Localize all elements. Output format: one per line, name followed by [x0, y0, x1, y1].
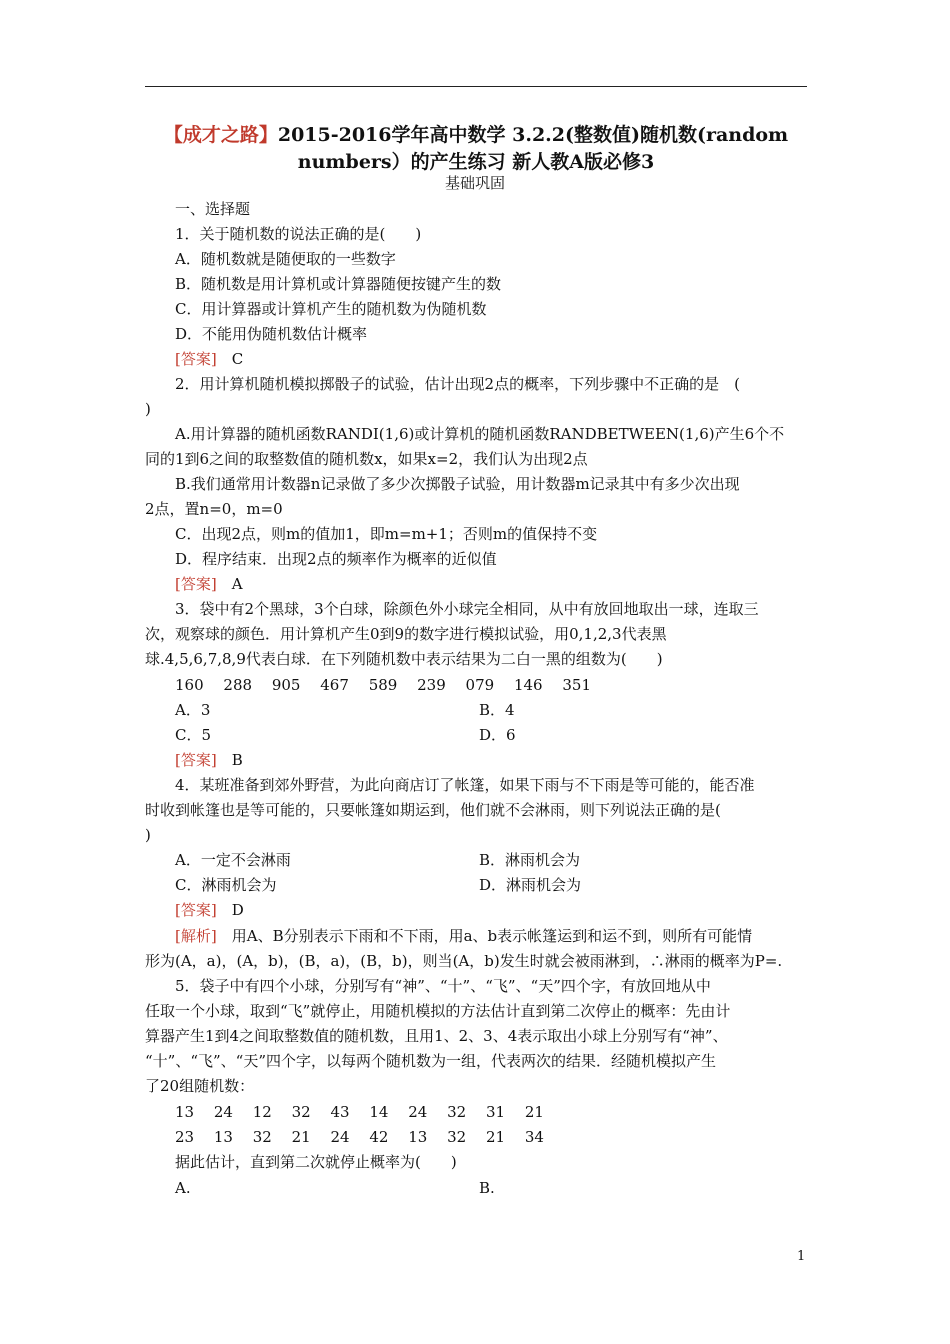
analysis-text: 用A、B分别表示下雨和不下雨，用a、b表示帐篷运到和运不到，则所有可能情: [231, 927, 753, 945]
random-number: 13: [175, 1103, 195, 1121]
q2-option-a-line1: A.用计算器的随机函数RANDI(1,6)或计算机的随机函数RANDBETWEEN(1,6)产生6个不: [175, 425, 785, 443]
q3-random-numbers: [175, 675, 591, 695]
answer-value: C: [231, 350, 244, 368]
q5-option-a: A.: [175, 1179, 191, 1197]
q3-option-d: D．6: [479, 726, 516, 744]
random-number: 13: [408, 1128, 428, 1146]
title-line1: 2015-2016学年高中数学 3.2.2(整数值)随机数(random: [277, 124, 789, 146]
q4-option-d: D．淋雨机会为: [479, 876, 582, 894]
q3-option-a: A．3: [175, 701, 211, 719]
random-number: 34: [524, 1128, 544, 1146]
q3-option-b: B．4: [479, 701, 515, 719]
random-number: 43: [330, 1103, 350, 1121]
q4-analysis-line1: [175, 926, 752, 946]
document-title: [140, 122, 812, 176]
random-number: 13: [213, 1128, 233, 1146]
random-number: 239: [417, 676, 446, 694]
q3-answer: [175, 750, 243, 770]
q5-option-b: B.: [479, 1179, 495, 1197]
random-number: 21: [486, 1128, 506, 1146]
q1-option-d: D．不能用伪随机数估计概率: [175, 325, 368, 343]
answer-value: A: [231, 575, 243, 593]
header-rule: [145, 86, 807, 87]
page-number: 1: [797, 1249, 806, 1264]
q5-stem-line1: 5．袋子中有四个小球，分别写有“神”、“十”、“飞”、“天”四个字，有放回地从中: [175, 977, 711, 995]
q2-option-c: C．出现2点，则m的值加1，即m=m+1；否则m的值保持不变: [175, 525, 598, 543]
q3-stem-line3: 球.4,5,6,7,8,9代表白球．在下列随机数中表示结果为二白一黑的组数为( ): [145, 650, 663, 668]
q5-stem-line3: 算器产生1到4之间取整数值的随机数，且用1、2、3、4表示取出小球上分别写有“神”、: [145, 1027, 728, 1045]
random-number: 42: [369, 1128, 389, 1146]
random-number: 32: [252, 1128, 272, 1146]
q1-stem: 1．关于随机数的说法正确的是( ): [175, 225, 422, 243]
random-number: 32: [447, 1103, 467, 1121]
subtitle: 基础巩固: [444, 174, 505, 192]
random-number: 24: [330, 1128, 350, 1146]
answer-value: D: [231, 901, 244, 919]
random-number: 12: [252, 1103, 272, 1121]
analysis-tag: [解析]: [175, 927, 217, 945]
section-heading: 一、选择题: [175, 200, 251, 218]
random-number: 21: [291, 1128, 311, 1146]
q5-random-row1: [175, 1102, 544, 1122]
q4-option-a: A．一定不会淋雨: [175, 851, 291, 869]
q3-stem-line1: 3．袋中有2个黑球，3个白球，除颜色外小球完全相同，从中有放回地取出一球，连取三: [175, 600, 759, 618]
q4-option-c: C．淋雨机会为: [175, 876, 277, 894]
q4-analysis-line2: 形为(A，a)，(A，b)，(B，a)，(B，b)，则当(A，b)发生时就会被雨淋到，∴淋雨的概率为P=.: [145, 952, 783, 970]
q2-option-a-line2: 同的1到6之间的取整数值的随机数x，如果x=2，我们认为出现2点: [145, 450, 588, 468]
q2-stem-line2: ): [145, 400, 151, 418]
title-line2: numbers）的产生练习 新人教A版必修3: [297, 151, 655, 173]
random-number: 905: [271, 676, 301, 694]
random-number: 079: [465, 676, 495, 694]
q4-option-b: B．淋雨机会为: [479, 851, 581, 869]
q4-answer: [175, 900, 244, 920]
q1-option-a: A．随机数就是随便取的一些数字: [175, 250, 396, 268]
random-number: 146: [513, 676, 543, 694]
random-number: 31: [486, 1103, 506, 1121]
q4-stem-line2: 时收到帐篷也是等可能的，只要帐篷如期运到，他们就不会淋雨，则下列说法正确的是(: [145, 801, 721, 819]
q1-option-b: B．随机数是用计算机或计算器随便按键产生的数: [175, 275, 502, 293]
q2-answer: [175, 574, 243, 594]
random-number: 24: [408, 1103, 428, 1121]
random-number: 24: [213, 1103, 233, 1121]
q3-option-c: C．5: [175, 726, 212, 744]
q5-stem-line2: 任取一个小球，取到“飞”就停止，用随机模拟的方法估计直到第二次停止的概率：先由计: [145, 1002, 731, 1020]
q2-option-d: D．程序结束．出现2点的频率作为概率的近似值: [175, 550, 497, 568]
random-number: 160: [175, 676, 204, 694]
answer-tag: [答案]: [175, 751, 217, 769]
random-number: 32: [291, 1103, 311, 1121]
q1-answer: [175, 349, 243, 369]
answer-tag: [答案]: [175, 901, 217, 919]
title-bracket-tag: 【成才之路】: [163, 124, 278, 146]
q2-stem-line1: 2．用计算机随机模拟掷骰子的试验，估计出现2点的概率，下列步骤中不正确的是 (: [175, 375, 740, 393]
q4-stem-line1: 4．某班准备到郊外野营，为此向商店订了帐篷，如果下雨与不下雨是等可能的，能否准: [175, 776, 755, 794]
random-number: 32: [447, 1128, 467, 1146]
answer-tag: [答案]: [175, 575, 217, 593]
random-number: 23: [175, 1128, 195, 1146]
q3-stem-line2: 次，观察球的颜色．用计算机产生0到9的数字进行模拟试验，用0,1,2,3代表黑: [145, 625, 667, 643]
q5-stem-line4: “十”、“飞”、“天”四个字，以每两个随机数为一组，代表两次的结果．经随机模拟产生: [145, 1052, 717, 1070]
q1-option-c: C．用计算器或计算机产生的随机数为伪随机数: [175, 300, 487, 318]
random-number: 467: [320, 676, 349, 694]
q5-stem-line5: 了20组随机数：: [145, 1077, 255, 1095]
random-number: 21: [524, 1103, 544, 1121]
answer-value: B: [231, 751, 243, 769]
random-number: 14: [369, 1103, 389, 1121]
q5-random-row2: [175, 1127, 544, 1147]
random-number: 351: [562, 676, 592, 694]
q2-option-b-line1: B.我们通常用计数器n记录做了多少次掷骰子试验，用计数器m记录其中有多少次出现: [175, 475, 740, 493]
random-number: 288: [223, 676, 253, 694]
q5-question: 据此估计，直到第二次就停止概率为( ): [175, 1153, 457, 1171]
q2-option-b-line2: 2点，置n=0，m=0: [145, 500, 283, 518]
answer-tag: [答案]: [175, 350, 217, 368]
q4-stem-line3: ): [145, 826, 151, 844]
random-number: 589: [368, 676, 398, 694]
